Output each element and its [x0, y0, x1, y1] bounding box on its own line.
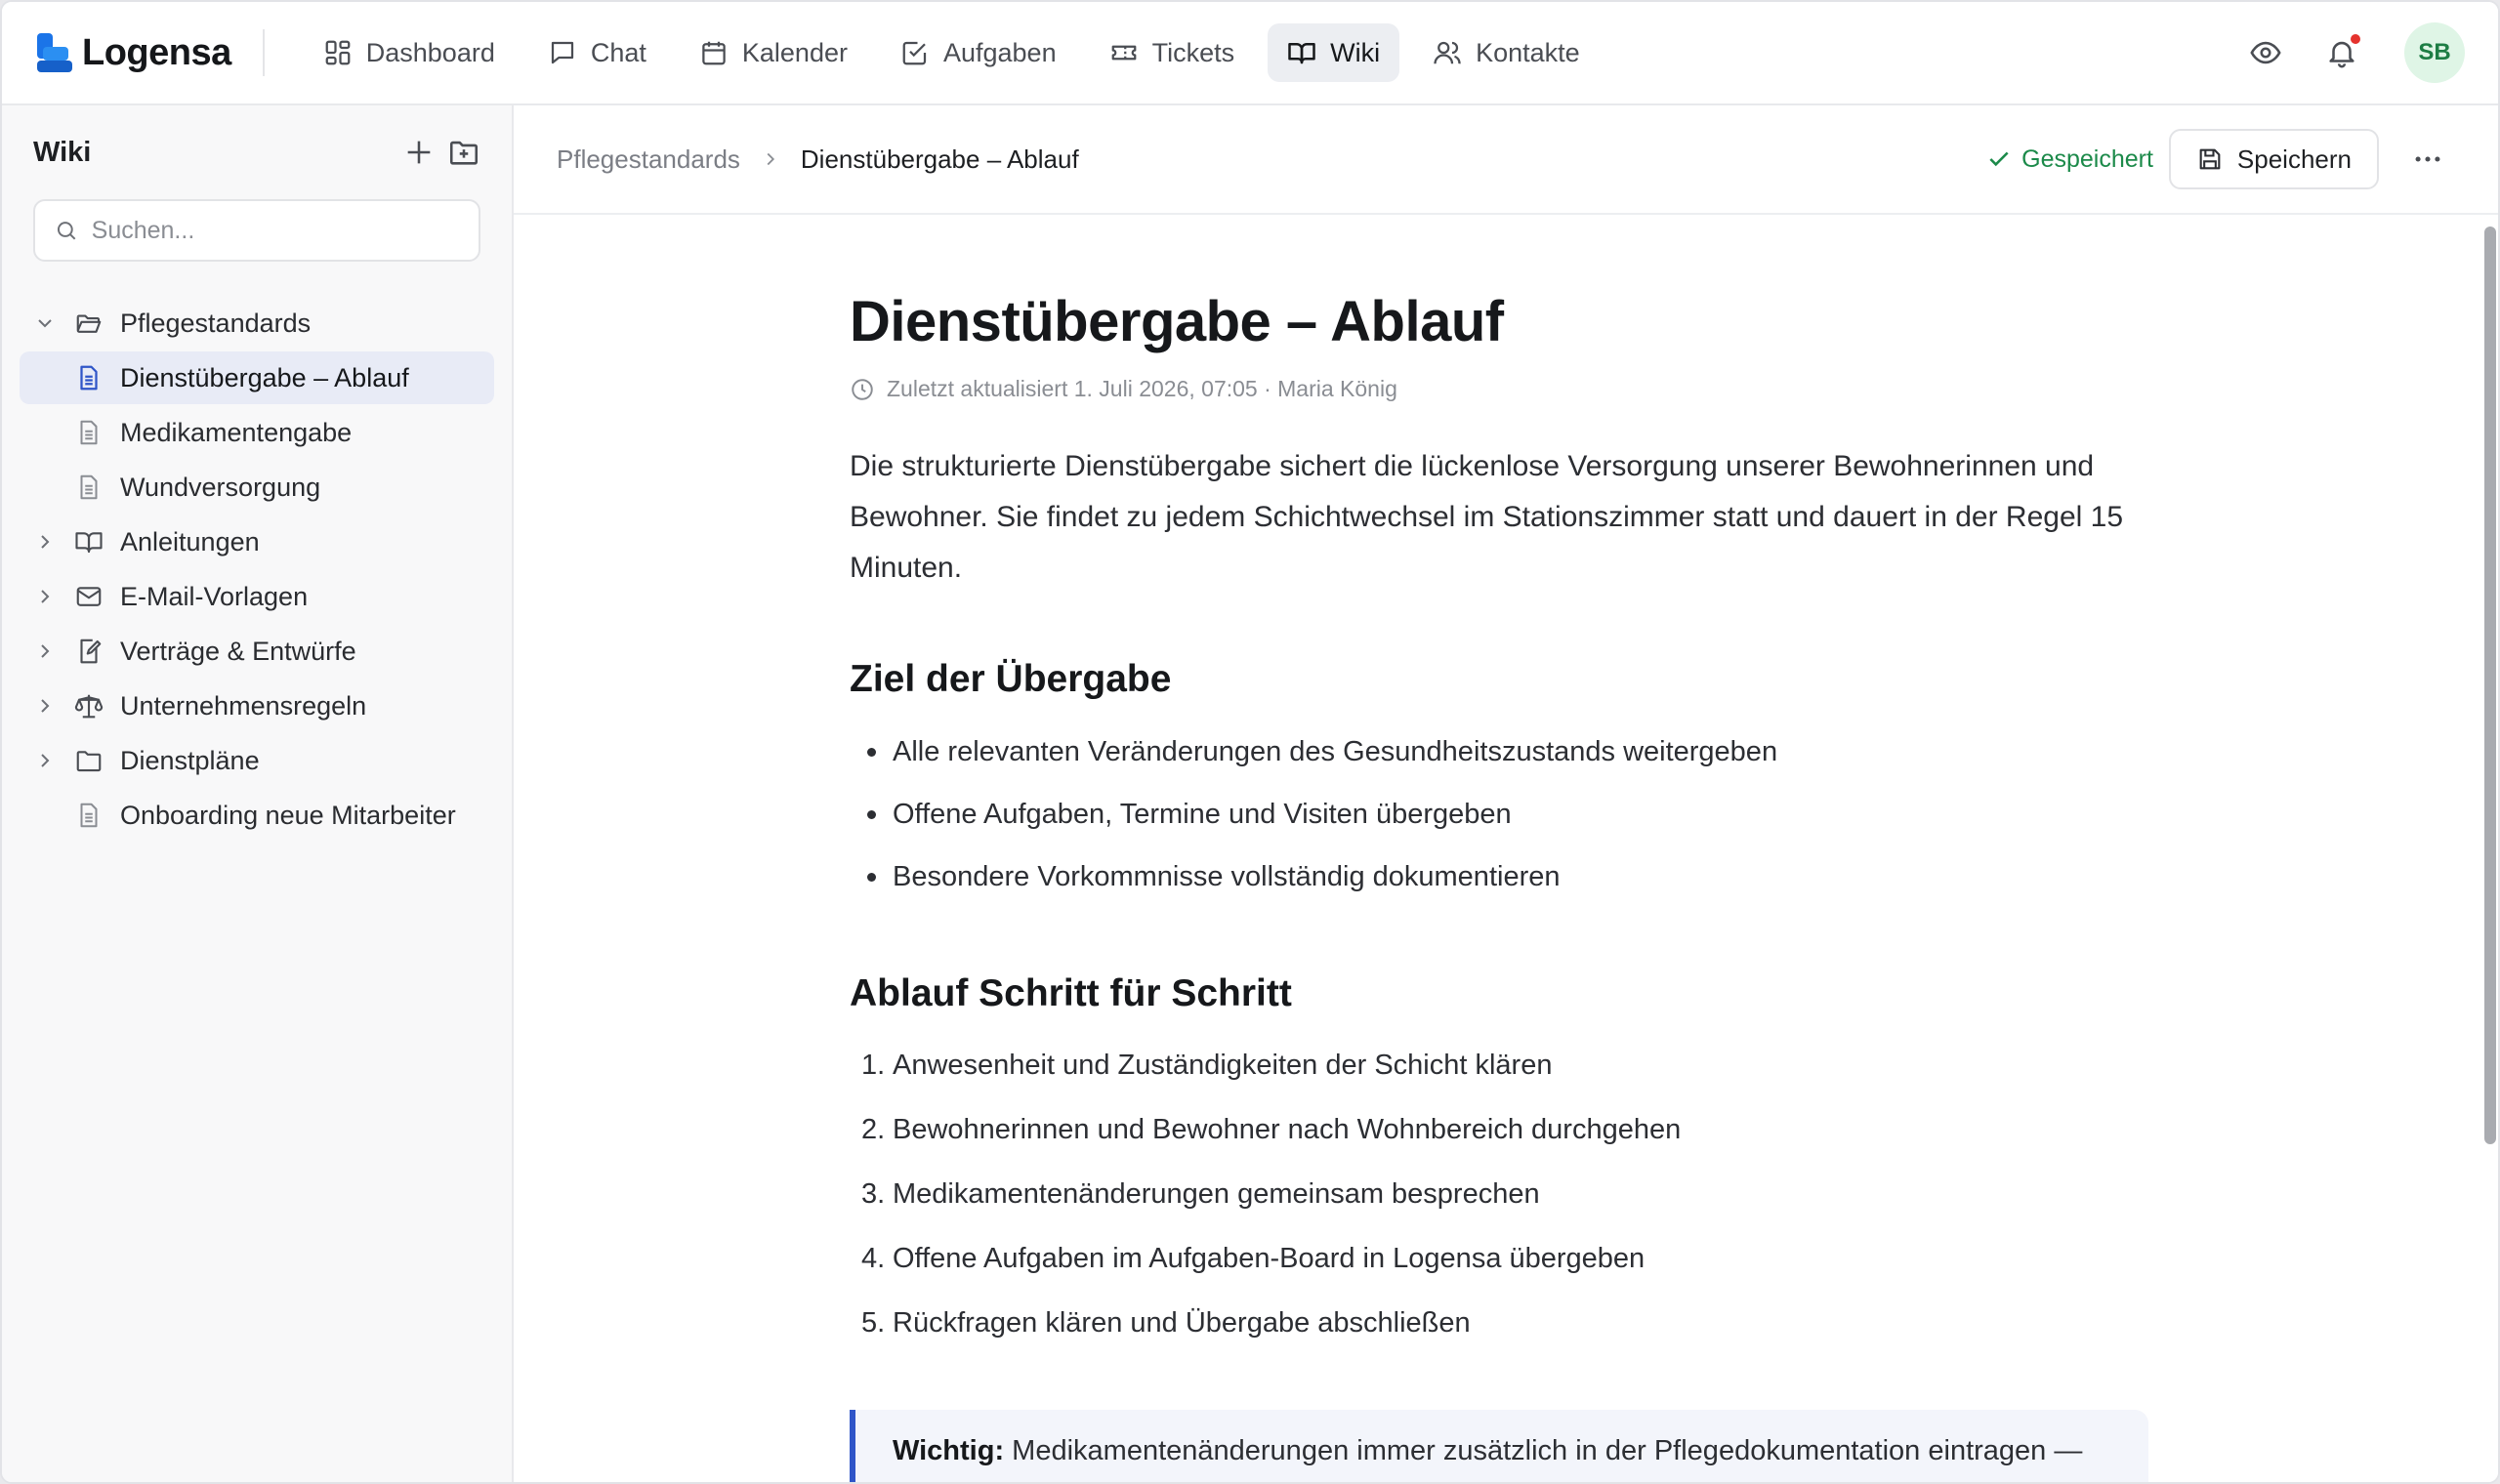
nav-wiki[interactable]: [1268, 23, 1399, 82]
callout-text: Medikamentenänderungen immer zusätzlich in der Pflegedokumentation eintragen —: [1012, 1435, 2083, 1466]
tree-item-label: Anleitungen: [120, 526, 260, 556]
step-number: 2.: [861, 1114, 886, 1145]
top-bar: [2, 2, 2498, 105]
important-callout[interactable]: [850, 1410, 2148, 1484]
sidebar-title: Wiki: [33, 136, 92, 168]
dashboard-icon: [323, 38, 353, 67]
tree-item-label: Pflegestandards: [120, 308, 312, 338]
mail-icon: [74, 582, 104, 611]
saved-status-label: Gespeichert: [2021, 144, 2153, 173]
chevron-right-icon[interactable]: [33, 585, 57, 608]
step-number: 1.: [861, 1050, 886, 1081]
nav-wiki-label: Wiki: [1330, 37, 1381, 67]
nav-calendar[interactable]: [680, 23, 867, 82]
search-input[interactable]: [92, 217, 459, 245]
logensa-logo-icon: [35, 31, 76, 74]
nav-tasks[interactable]: [881, 23, 1076, 82]
tree-folder-unternehmensregeln[interactable]: [20, 680, 494, 732]
tree-page-dienstuebergabe[interactable]: [20, 351, 494, 404]
wiki-tree: [2, 297, 512, 842]
document-icon: [74, 801, 104, 830]
add-folder-icon[interactable]: [447, 136, 480, 169]
eye-icon: [2249, 36, 2282, 69]
nav-contacts[interactable]: [1413, 23, 1600, 82]
book-icon: [1287, 38, 1316, 67]
breadcrumb-current: Dienstübergabe – Ablauf: [800, 144, 1079, 174]
nav-dashboard-label: Dashboard: [365, 37, 495, 67]
document-icon: [74, 363, 104, 392]
folder-open-icon: [74, 309, 104, 338]
task-icon: [900, 38, 930, 67]
user-avatar[interactable]: SB: [2404, 22, 2465, 83]
article-meta: [850, 376, 2148, 402]
step-text: Rückfragen klären und Übergabe abschließen: [893, 1307, 1471, 1339]
list-item[interactable]: Alle relevanten Veränderungen des Gesundheitszustands weitergeben: [850, 721, 2148, 783]
scale-icon: [74, 691, 104, 721]
page-title[interactable]: Dienstübergabe – Ablauf: [850, 290, 1504, 353]
tree-item-label: Dienstpläne: [120, 745, 260, 775]
tree-page-medikamentengabe[interactable]: [20, 406, 494, 459]
document-icon: [74, 418, 104, 447]
list-item[interactable]: Besondere Vorkommnisse vollständig dokumentieren: [850, 845, 2148, 908]
contract-icon: [74, 637, 104, 666]
brand-name: Logensa: [82, 31, 231, 73]
editor-toolbar: [514, 105, 2498, 215]
list-item[interactable]: [850, 1162, 2148, 1226]
folder-icon: [74, 746, 104, 775]
top-right-actions: [2238, 22, 2465, 83]
more-options-button[interactable]: [2400, 132, 2455, 186]
step-number: 3.: [861, 1178, 886, 1210]
tree-item-label: Dienstübergabe – Ablauf: [120, 362, 409, 392]
nav-calendar-label: Kalender: [741, 37, 848, 67]
step-number: 4.: [861, 1243, 886, 1274]
section-heading-ziel[interactable]: Ziel der Übergabe: [850, 658, 1172, 700]
list-item[interactable]: Offene Aufgaben, Termine und Visiten übergeben: [850, 783, 2148, 845]
breadcrumb-parent[interactable]: Pflegestandards: [557, 144, 740, 174]
list-item[interactable]: [850, 1033, 2148, 1097]
steps-list: [850, 1033, 2148, 1355]
tree-item-label: Medikamentengabe: [120, 417, 353, 447]
chevron-down-icon[interactable]: [33, 311, 57, 335]
calendar-icon: [699, 38, 729, 67]
search-icon: [55, 218, 78, 243]
step-text: Bewohnerinnen und Bewohner nach Wohnbereich durchgehen: [893, 1114, 1682, 1145]
tree-item-label: Unternehmensregeln: [120, 690, 367, 721]
breadcrumb: [557, 144, 1079, 175]
tree-item-label: Wundversorgung: [120, 472, 321, 502]
tree-page-onboarding[interactable]: [20, 789, 494, 842]
nav-tasks-label: Aufgaben: [942, 37, 1057, 67]
last-updated-text: Zuletzt aktualisiert 1. Juli 2026, 07:05 · Maria König: [887, 376, 1397, 401]
step-text: Anwesenheit und Zuständigkeiten der Schicht klären: [893, 1050, 1553, 1081]
chevron-right-icon[interactable]: [33, 749, 57, 772]
tree-item-label: E-Mail-Vorlagen: [120, 581, 309, 611]
main-content: [514, 105, 2498, 1482]
scrollbar-thumb[interactable]: [2484, 227, 2496, 1144]
step-text: Offene Aufgaben im Aufgaben-Board in Logensa übergeben: [893, 1243, 1646, 1274]
tree-folder-dienstplaene[interactable]: [20, 734, 494, 787]
wiki-article[interactable]: [850, 215, 2148, 1484]
wiki-sidebar: [2, 105, 514, 1482]
contacts-icon: [1433, 38, 1462, 67]
save-button-label: Speichern: [2236, 144, 2352, 174]
step-text: Medikamentenänderungen gemeinsam besprechen: [893, 1178, 1540, 1210]
clock-icon: [850, 377, 875, 402]
tree-folder-vertraege[interactable]: [20, 625, 494, 678]
tree-folder-email-vorlagen[interactable]: [20, 570, 494, 623]
chat-icon: [548, 38, 577, 67]
preview-button[interactable]: [2238, 25, 2293, 80]
tree-page-wundversorgung[interactable]: [20, 461, 494, 514]
intro-paragraph[interactable]: Die strukturierte Dienstübergabe sichert die lückenlose Versorgung unserer Bewohnerinnen und Bewohner. Sie findet zu jedem Schichtwechsel im Stationszimmer statt und dauert in der Regel 15 Minuten.: [850, 450, 2124, 584]
check-icon: [1986, 146, 2012, 172]
chevron-right-icon: [760, 148, 781, 170]
section-heading-ablauf[interactable]: Ablauf Schritt für Schritt: [850, 972, 1292, 1014]
sidebar-search[interactable]: [33, 199, 480, 262]
chevron-right-icon[interactable]: [33, 694, 57, 718]
more-horizontal-icon: [2411, 143, 2444, 176]
brand-logo[interactable]: [35, 23, 231, 82]
chevron-right-icon[interactable]: [33, 639, 57, 663]
sidebar-actions: [402, 136, 480, 169]
nav-dashboard[interactable]: [304, 23, 515, 82]
nav-chat[interactable]: [528, 23, 666, 82]
nav-tickets[interactable]: [1090, 23, 1255, 82]
nav-chat-label: Chat: [590, 37, 646, 67]
callout-label: Wichtig:: [893, 1435, 1005, 1466]
ticket-icon: [1109, 38, 1139, 67]
list-item[interactable]: [850, 1226, 2148, 1291]
tree-folder-anleitungen[interactable]: [20, 515, 494, 568]
notifications-button[interactable]: [2314, 25, 2369, 80]
brand-divider: [263, 29, 265, 76]
nav-contacts-label: Kontakte: [1476, 37, 1580, 67]
chevron-right-icon[interactable]: [33, 530, 57, 554]
notification-dot: [2351, 34, 2360, 44]
goal-list: [850, 721, 2148, 908]
add-page-icon[interactable]: [402, 136, 436, 169]
list-item[interactable]: [850, 1291, 2148, 1355]
book-icon: [74, 527, 104, 556]
saved-status: [1986, 145, 2153, 174]
floppy-disk-icon: [2196, 145, 2224, 173]
editor-actions: [1986, 129, 2455, 189]
nav-tickets-label: Tickets: [1151, 37, 1235, 67]
tree-item-label: Verträge & Entwürfe: [120, 636, 356, 666]
document-icon: [74, 473, 104, 502]
tree-item-label: Onboarding neue Mitarbeiter: [120, 800, 456, 830]
tree-folder-pflegestandards[interactable]: [20, 297, 494, 350]
save-button[interactable]: [2169, 129, 2379, 189]
list-item[interactable]: [850, 1097, 2148, 1162]
step-number: 5.: [861, 1307, 886, 1339]
sidebar-header: [2, 105, 512, 199]
main-nav: [304, 23, 1600, 82]
